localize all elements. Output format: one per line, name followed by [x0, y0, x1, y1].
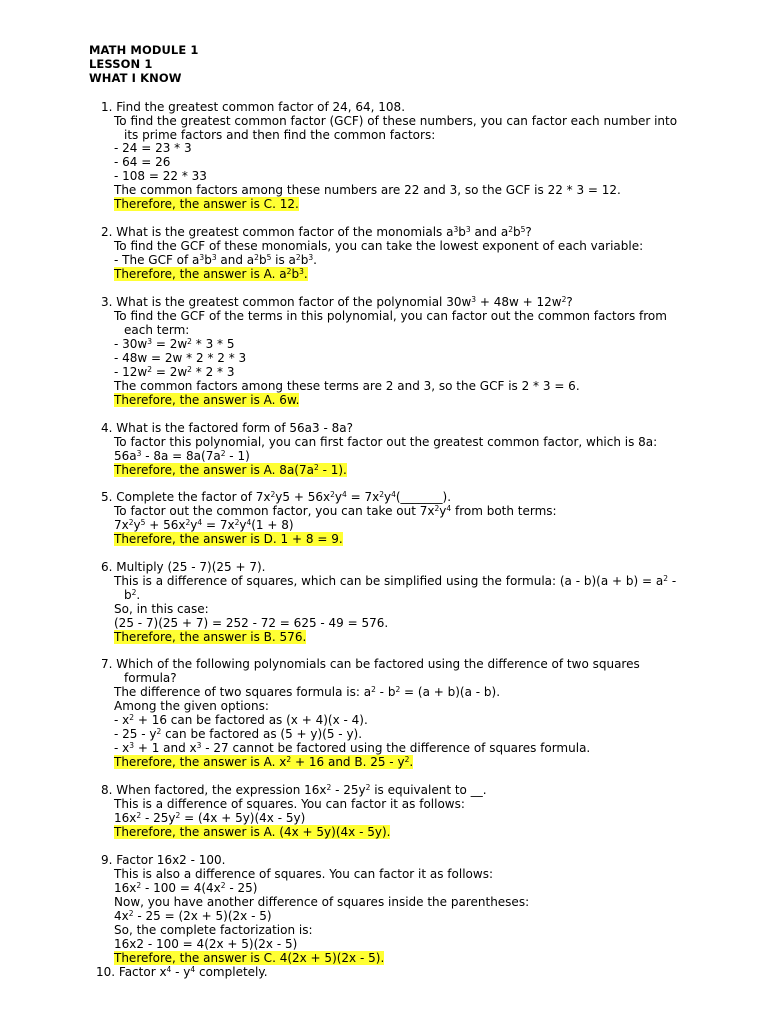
q5-step-1: $7x^2y^5 + 56x^2y^4 = 7x^2y^4(1 + 8)$ [114, 518, 294, 532]
q9-answer: Therefore, the answer is C. 4(2x + 5)(2x - 5). [114, 951, 385, 965]
q7-explanation-1: The difference of two squares formula is: $a^2 - b^2 = (a + b)(a - b)$. [114, 685, 501, 699]
q2-explanation-1: To find the GCF of these monomials, you can take the lowest exponent of each variable: [114, 239, 644, 253]
q1-step-3: - 108 = 22 * 33 [114, 169, 207, 183]
question-10: 10. Factor $x^4 - y^4$ completely. [96, 965, 268, 979]
question-2: 2. What is the greatest common factor of the monomials $a^3b^3$ and $a^2b^5$? [101, 225, 532, 239]
q9-explanation-1: This is also a difference of squares. You can factor it as follows: [114, 867, 493, 881]
q4-step-1: $56a^3 - 8a = 8a(7a^2 - 1)$ [114, 449, 250, 463]
q5-explanation-1: To factor out the common factor, you can take out $7x^2y^4$ from both terms: [114, 504, 557, 518]
q7-option-1: - $x^2 + 16$ can be factored as (x + 4)(x - 4). [114, 713, 368, 727]
question-4: 4. What is the factored form of 56a3 - 8a? [101, 421, 353, 435]
question-8: 8. When factored, the expression $16x^2 - 25y^2$ is equivalent to __. [101, 783, 487, 797]
q8-answer: Therefore, the answer is A. (4x + 5y)(4x - 5y). [114, 825, 391, 839]
question-9: 9. Factor 16x2 - 100. [101, 853, 226, 867]
q4-answer: Therefore, the answer is A. $8a(7a^2 - 1)$. [114, 463, 347, 477]
q7-option-3: - $x^3 + 1$ and $x^3 - 27$ cannot be factored using the difference of squares formula. [114, 741, 591, 755]
q1-explanation-2: its prime factors and then find the common factors: [124, 128, 436, 142]
q4-explanation-1: To factor this polynomial, you can first factor out the greatest common factor, which is 8a: [114, 435, 658, 449]
q1-explanation-1: To find the greatest common factor (GCF) of these numbers, you can factor each number into [114, 114, 678, 128]
question-5: 5. Complete the factor of $7x^2y5 + 56x^2y^4$ = $7x^2y^4(\_\_\_\_\_\_\_)$. [101, 490, 452, 504]
q1-step-1: - 24 = 23 * 3 [114, 141, 192, 155]
question-3: 3. What is the greatest common factor of the polynomial $30w^3 + 48w + 12w^2$? [101, 295, 573, 309]
q9-explanation-2: Now, you have another difference of squares inside the parentheses: [114, 895, 530, 909]
q1-answer: Therefore, the answer is C. 12. [114, 197, 299, 211]
lesson-title: LESSON 1 [89, 57, 153, 71]
q9-step-1: $16x^2 - 100 = 4(4x^2 - 25)$ [114, 881, 258, 895]
q6-answer: Therefore, the answer is B. 576. [114, 630, 307, 644]
q7-explanation-2: Among the given options: [114, 699, 269, 713]
q7-answer: Therefore, the answer is A. $x^2 + 16$ and B. $25 - y^2$. [114, 755, 414, 769]
q6-explanation-2: $b^2$. [124, 588, 141, 602]
q7-option-2: - $25 - y^2$ can be factored as (5 + y)(5 - y). [114, 727, 363, 741]
question-7: 7. Which of the following polynomials can be factored using the difference of two squares [101, 657, 640, 671]
question-1: 1. Find the greatest common factor of 24, 64, 108. [101, 100, 406, 114]
q6-explanation-1: This is a difference of squares, which can be simplified using the formula: $(a - b)(a + b) = a^2$ - [114, 574, 677, 588]
q6-step-1: So, in this case: [114, 602, 209, 616]
q9-step-3: 16x2 - 100 = 4(2x + 5)(2x - 5) [114, 937, 298, 951]
q6-step-2: (25 - 7)(25 + 7) = 252 - 72 = 625 - 49 = 576. [114, 616, 389, 630]
q8-explanation-1: This is a difference of squares. You can factor it as follows: [114, 797, 465, 811]
q3-answer: Therefore, the answer is A. 6w. [114, 393, 300, 407]
q9-step-2: $4x^2 - 25 = (2x + 5)(2x - 5)$ [114, 909, 272, 923]
q8-step-1: $16x^2 - 25y^2 = (4x + 5y)(4x - 5y)$ [114, 811, 306, 825]
q2-step-1: - The GCF of $a^3b^3$ and $a^2b^5$ is $a^2b^3$. [114, 253, 317, 267]
question-6: 6. Multiply (25 - 7)(25 + 7). [101, 560, 266, 574]
q3-explanation-2: each term: [124, 323, 190, 337]
q9-explanation-3: So, the complete factorization is: [114, 923, 313, 937]
question-7-cont: formula? [124, 671, 177, 685]
q3-step-3: - $12w^2 = 2w^2 * 2 * 3$ [114, 365, 235, 379]
q3-explanation-1: To find the GCF of the terms in this polynomial, you can factor out the common factors from [114, 309, 667, 323]
module-title: MATH MODULE 1 [89, 43, 199, 57]
q1-step-2: - 64 = 26 [114, 155, 171, 169]
q3-step-2: - 48w = 2w * 2 * 2 * 3 [114, 351, 247, 365]
q1-conclusion: The common factors among these numbers are 22 and 3, so the GCF is 22 * 3 = 12. [114, 183, 621, 197]
q3-step-1: - $30w^3 = 2w^2 * 3 * 5$ [114, 337, 235, 351]
q5-answer: Therefore, the answer is D. 1 + 8 = 9. [114, 532, 343, 546]
q3-conclusion: The common factors among these terms are 2 and 3, so the GCF is 2 * 3 = 6. [114, 379, 580, 393]
section-title: WHAT I KNOW [89, 71, 182, 85]
q2-answer: Therefore, the answer is A. $a^2b^3$. [114, 267, 308, 281]
